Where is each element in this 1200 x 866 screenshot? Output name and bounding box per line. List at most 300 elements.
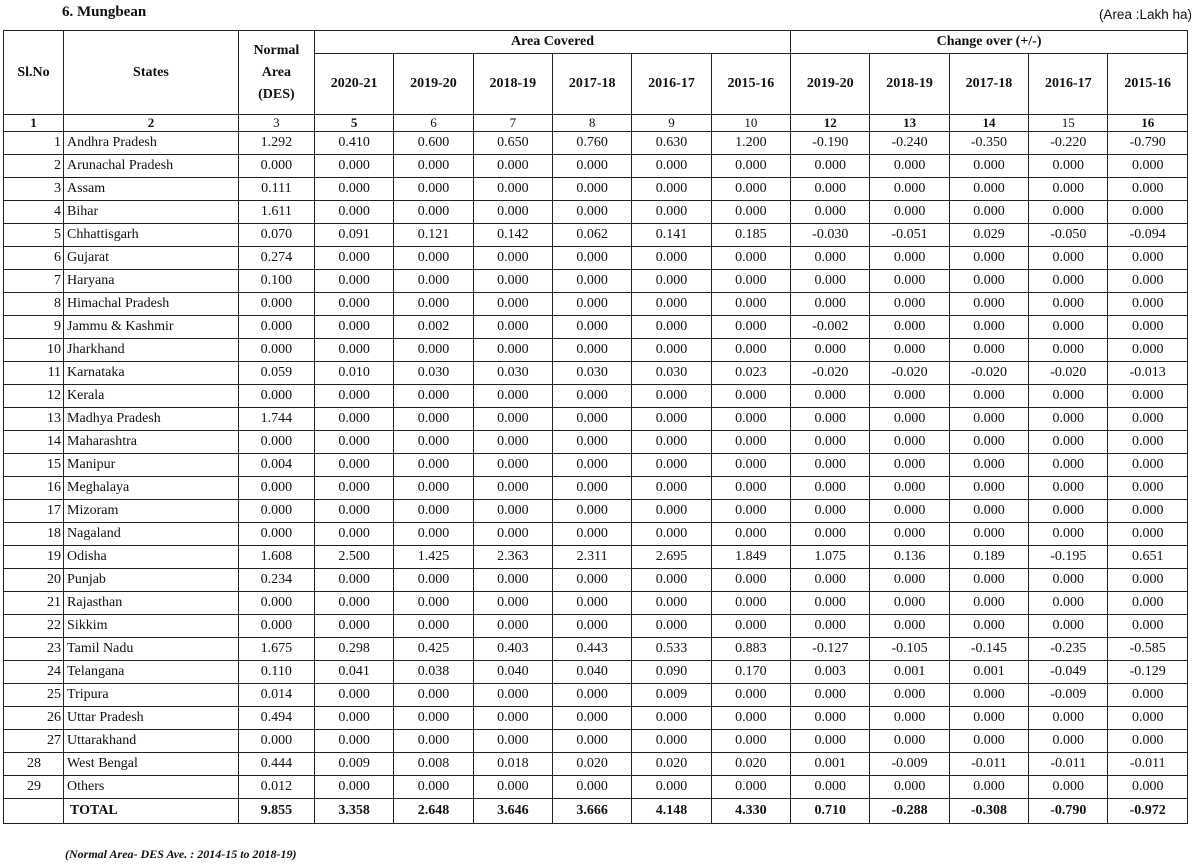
row-change-value: 0.000 [1108, 339, 1188, 362]
row-slno: 9 [4, 316, 64, 339]
row-change-value: 0.000 [1108, 592, 1188, 615]
table-row [4, 707, 1188, 730]
table-row [4, 684, 1188, 707]
row-state: Jammu & Kashmir [64, 316, 239, 339]
row-change-value: 0.000 [1108, 431, 1188, 454]
column-number-row [4, 115, 1188, 132]
row-change-value: 0.000 [1029, 707, 1108, 730]
table-row [4, 431, 1188, 454]
table-row [4, 362, 1188, 385]
total-change-value: -0.790 [1029, 799, 1108, 824]
row-change-value: 0.000 [949, 293, 1028, 316]
row-area-value: 0.090 [632, 661, 711, 684]
header-change-year: 2017-18 [949, 54, 1028, 115]
row-change-value: -0.220 [1029, 132, 1108, 155]
row-change-value: 0.000 [870, 201, 949, 224]
row-change-value: 0.000 [1108, 500, 1188, 523]
row-area-value: 0.010 [314, 362, 393, 385]
row-normal-area: 0.000 [238, 730, 314, 753]
table-row [4, 661, 1188, 684]
row-area-value: 0.000 [632, 477, 711, 500]
row-state: West Bengal [64, 753, 239, 776]
row-change-value: 0.000 [870, 454, 949, 477]
total-area-value: 3.646 [473, 799, 552, 824]
table-row [4, 500, 1188, 523]
row-change-value: 0.001 [870, 661, 949, 684]
row-slno: 4 [4, 201, 64, 224]
row-area-value: 0.000 [632, 339, 711, 362]
row-area-value: 0.000 [632, 592, 711, 615]
row-change-value: -0.020 [870, 362, 949, 385]
row-change-value: 0.000 [1029, 477, 1108, 500]
row-state: Bihar [64, 201, 239, 224]
row-area-value: 0.000 [552, 431, 631, 454]
row-area-value: 0.000 [314, 500, 393, 523]
row-change-value: 0.000 [1108, 523, 1188, 546]
row-state: Telangana [64, 661, 239, 684]
column-number: 16 [1108, 115, 1188, 132]
row-area-value: 0.000 [394, 293, 473, 316]
row-change-value: -0.350 [949, 132, 1028, 155]
row-area-value: 0.000 [711, 270, 790, 293]
row-area-value: 0.000 [552, 523, 631, 546]
row-state: Mizoram [64, 500, 239, 523]
row-change-value: 0.000 [1108, 408, 1188, 431]
row-slno: 16 [4, 477, 64, 500]
row-normal-area: 0.000 [238, 615, 314, 638]
row-area-value: 0.000 [711, 684, 790, 707]
row-area-value: 0.883 [711, 638, 790, 661]
row-change-value: -0.235 [1029, 638, 1108, 661]
row-area-value: 0.000 [394, 270, 473, 293]
row-area-value: 0.041 [314, 661, 393, 684]
row-change-value: 0.000 [791, 730, 870, 753]
row-area-value: 1.849 [711, 546, 790, 569]
row-area-value: 0.000 [314, 684, 393, 707]
row-area-value: 0.000 [314, 707, 393, 730]
row-area-value: 0.030 [632, 362, 711, 385]
row-area-value: 0.000 [314, 201, 393, 224]
table-row [4, 408, 1188, 431]
row-change-value: -0.011 [1029, 753, 1108, 776]
row-area-value: 0.000 [473, 270, 552, 293]
total-normal-area: 9.855 [238, 799, 314, 824]
row-area-value: 0.000 [632, 707, 711, 730]
row-slno: 5 [4, 224, 64, 247]
row-area-value: 0.000 [473, 247, 552, 270]
row-change-value: 0.000 [870, 178, 949, 201]
row-normal-area: 0.000 [238, 339, 314, 362]
row-area-value: 0.000 [632, 293, 711, 316]
total-area-value: 4.148 [632, 799, 711, 824]
header-area-year: 2017-18 [552, 54, 631, 115]
row-change-value: 0.000 [870, 431, 949, 454]
row-change-value: 0.000 [870, 477, 949, 500]
row-area-value: 0.000 [314, 431, 393, 454]
row-slno: 26 [4, 707, 64, 730]
row-normal-area: 0.000 [238, 155, 314, 178]
row-area-value: 0.000 [394, 339, 473, 362]
table-row [4, 615, 1188, 638]
header-change-year: 2018-19 [870, 54, 949, 115]
row-area-value: 0.018 [473, 753, 552, 776]
row-change-value: -0.195 [1029, 546, 1108, 569]
row-state: Assam [64, 178, 239, 201]
row-change-value: 0.000 [1029, 730, 1108, 753]
row-change-value: 0.000 [870, 592, 949, 615]
row-change-value: 0.000 [791, 339, 870, 362]
row-area-value: 0.000 [711, 155, 790, 178]
row-area-value: 0.020 [632, 753, 711, 776]
table-row [4, 569, 1188, 592]
row-change-value: 0.000 [1108, 707, 1188, 730]
row-change-value: -0.009 [870, 753, 949, 776]
row-change-value: 0.000 [870, 684, 949, 707]
row-state: Jharkhand [64, 339, 239, 362]
row-area-value: 0.030 [394, 362, 473, 385]
row-area-value: 0.000 [473, 684, 552, 707]
row-state: Chhattisgarh [64, 224, 239, 247]
row-change-value: 0.000 [870, 270, 949, 293]
row-area-value: 0.298 [314, 638, 393, 661]
row-change-value: 0.000 [1108, 569, 1188, 592]
table-row [4, 454, 1188, 477]
total-change-value: 0.710 [791, 799, 870, 824]
table-row [4, 339, 1188, 362]
row-area-value: 0.760 [552, 132, 631, 155]
header-change-over: Change over (+/-) [791, 31, 1188, 54]
row-area-value: 0.000 [473, 592, 552, 615]
row-change-value: 0.000 [1029, 155, 1108, 178]
row-area-value: 0.000 [473, 523, 552, 546]
row-area-value: 0.141 [632, 224, 711, 247]
row-change-value: 0.000 [949, 385, 1028, 408]
header-area-year: 2018-19 [473, 54, 552, 115]
row-change-value: 0.000 [870, 408, 949, 431]
row-area-value: 0.000 [552, 293, 631, 316]
row-change-value: 0.000 [1108, 316, 1188, 339]
row-change-value: 0.000 [949, 247, 1028, 270]
row-slno: 11 [4, 362, 64, 385]
row-area-value: 0.000 [394, 730, 473, 753]
row-area-value: 0.000 [711, 569, 790, 592]
row-change-value: 0.000 [870, 339, 949, 362]
table-row [4, 224, 1188, 247]
column-number: 15 [1029, 115, 1108, 132]
row-change-value: 1.075 [791, 546, 870, 569]
header-area-year: 2019-20 [394, 54, 473, 115]
row-area-value: 0.000 [394, 454, 473, 477]
row-change-value: -0.013 [1108, 362, 1188, 385]
row-normal-area: 1.611 [238, 201, 314, 224]
table-row [4, 477, 1188, 500]
row-area-value: 0.000 [632, 270, 711, 293]
row-state: Sikkim [64, 615, 239, 638]
row-area-value: 0.002 [394, 316, 473, 339]
row-change-value: -0.094 [1108, 224, 1188, 247]
row-change-value: -0.790 [1108, 132, 1188, 155]
table-row [4, 178, 1188, 201]
row-area-value: 0.000 [394, 247, 473, 270]
row-area-value: 1.425 [394, 546, 473, 569]
row-change-value: 0.651 [1108, 546, 1188, 569]
row-slno: 27 [4, 730, 64, 753]
row-change-value: 0.000 [791, 293, 870, 316]
row-area-value: 0.000 [632, 730, 711, 753]
row-area-value: 0.000 [394, 615, 473, 638]
row-change-value: 0.001 [949, 661, 1028, 684]
row-area-value: 0.000 [711, 477, 790, 500]
row-change-value: 0.003 [791, 661, 870, 684]
row-change-value: 0.000 [791, 155, 870, 178]
row-change-value: 0.000 [949, 201, 1028, 224]
row-slno: 6 [4, 247, 64, 270]
row-change-value: -0.011 [1108, 753, 1188, 776]
row-area-value: 0.000 [314, 316, 393, 339]
row-change-value: 0.000 [949, 155, 1028, 178]
row-change-value: 0.000 [791, 247, 870, 270]
row-area-value: 0.000 [394, 385, 473, 408]
total-area-value: 2.648 [394, 799, 473, 824]
row-area-value: 0.000 [552, 707, 631, 730]
row-normal-area: 0.014 [238, 684, 314, 707]
row-area-value: 0.000 [711, 339, 790, 362]
row-slno: 12 [4, 385, 64, 408]
row-change-value: 0.000 [949, 500, 1028, 523]
row-area-value: 0.000 [632, 155, 711, 178]
row-change-value: 0.000 [1029, 615, 1108, 638]
row-change-value: 0.000 [791, 431, 870, 454]
row-slno: 19 [4, 546, 64, 569]
row-slno: 13 [4, 408, 64, 431]
row-area-value: 0.600 [394, 132, 473, 155]
header-change-year: 2016-17 [1029, 54, 1108, 115]
row-normal-area: 0.110 [238, 661, 314, 684]
row-state: Meghalaya [64, 477, 239, 500]
row-change-value: 0.000 [1108, 477, 1188, 500]
row-change-value: -0.190 [791, 132, 870, 155]
row-area-value: 0.000 [473, 201, 552, 224]
row-area-value: 0.000 [552, 408, 631, 431]
row-area-value: 0.630 [632, 132, 711, 155]
footnote: (Normal Area- DES Ave. : 2014-15 to 2018-19) [65, 847, 297, 861]
row-change-value: 0.000 [1108, 385, 1188, 408]
row-area-value: 0.000 [314, 569, 393, 592]
row-state: Rajasthan [64, 592, 239, 615]
row-area-value: 0.410 [314, 132, 393, 155]
row-area-value: 0.000 [314, 247, 393, 270]
row-area-value: 0.000 [314, 523, 393, 546]
row-area-value: 0.000 [473, 155, 552, 178]
row-normal-area: 0.070 [238, 224, 314, 247]
row-area-value: 0.000 [394, 523, 473, 546]
row-normal-area: 0.000 [238, 316, 314, 339]
row-change-value: 0.000 [1029, 293, 1108, 316]
table-row [4, 523, 1188, 546]
row-change-value: -0.020 [1029, 362, 1108, 385]
row-area-value: 0.000 [314, 592, 393, 615]
mungbean-area-table [3, 30, 1188, 824]
row-area-value: 0.000 [473, 707, 552, 730]
row-change-value: 0.000 [1108, 178, 1188, 201]
row-area-value: 0.121 [394, 224, 473, 247]
row-change-value: 0.136 [870, 546, 949, 569]
row-change-value: 0.000 [949, 316, 1028, 339]
row-area-value: 0.000 [394, 569, 473, 592]
row-normal-area: 1.744 [238, 408, 314, 431]
row-change-value: 0.189 [949, 546, 1028, 569]
row-area-value: 0.000 [394, 201, 473, 224]
row-area-value: 0.000 [473, 431, 552, 454]
row-area-value: 0.403 [473, 638, 552, 661]
row-change-value: 0.000 [791, 454, 870, 477]
row-change-value: 0.000 [1029, 592, 1108, 615]
row-change-value: 0.000 [1108, 201, 1188, 224]
table-row [4, 132, 1188, 155]
row-area-value: 0.020 [552, 753, 631, 776]
row-change-value: 0.000 [791, 592, 870, 615]
row-area-value: 0.000 [632, 454, 711, 477]
row-area-value: 0.000 [314, 155, 393, 178]
row-change-value: 0.000 [791, 776, 870, 799]
row-change-value: 0.000 [949, 684, 1028, 707]
row-area-value: 0.000 [473, 178, 552, 201]
row-area-value: 0.000 [552, 385, 631, 408]
row-area-value: 0.000 [314, 178, 393, 201]
row-change-value: 0.000 [791, 569, 870, 592]
row-normal-area: 0.100 [238, 270, 314, 293]
row-change-value: 0.000 [949, 707, 1028, 730]
column-number: 14 [949, 115, 1028, 132]
row-area-value: 0.000 [711, 776, 790, 799]
row-area-value: 0.000 [552, 730, 631, 753]
row-area-value: 0.000 [632, 316, 711, 339]
column-number: 12 [791, 115, 870, 132]
row-slno: 17 [4, 500, 64, 523]
row-area-value: 0.000 [711, 293, 790, 316]
row-state: Kerala [64, 385, 239, 408]
row-area-value: 0.000 [711, 523, 790, 546]
row-area-value: 0.062 [552, 224, 631, 247]
row-state: Andhra Pradesh [64, 132, 239, 155]
row-normal-area: 0.000 [238, 523, 314, 546]
row-change-value: 0.000 [1108, 270, 1188, 293]
row-change-value: -0.020 [949, 362, 1028, 385]
table-row [4, 638, 1188, 661]
row-change-value: 0.000 [870, 523, 949, 546]
row-area-value: 0.000 [552, 339, 631, 362]
row-slno: 25 [4, 684, 64, 707]
row-area-value: 0.091 [314, 224, 393, 247]
row-change-value: -0.145 [949, 638, 1028, 661]
row-change-value: 0.000 [870, 385, 949, 408]
row-change-value: 0.000 [1108, 454, 1188, 477]
row-normal-area: 0.000 [238, 431, 314, 454]
row-area-value: 0.000 [314, 454, 393, 477]
table-body [4, 132, 1188, 799]
row-state: Odisha [64, 546, 239, 569]
row-change-value: 0.000 [791, 500, 870, 523]
row-change-value: 0.000 [1108, 776, 1188, 799]
row-state: Himachal Pradesh [64, 293, 239, 316]
column-number: 1 [4, 115, 64, 132]
row-change-value: 0.000 [791, 385, 870, 408]
header-area-year: 2015-16 [711, 54, 790, 115]
table-row [4, 270, 1188, 293]
row-state: Gujarat [64, 247, 239, 270]
row-change-value: 0.000 [1108, 615, 1188, 638]
row-change-value: 0.000 [1029, 454, 1108, 477]
row-area-value: 0.000 [552, 615, 631, 638]
row-area-value: 0.038 [394, 661, 473, 684]
row-change-value: 0.000 [1029, 201, 1108, 224]
row-slno: 23 [4, 638, 64, 661]
row-normal-area: 0.012 [238, 776, 314, 799]
row-change-value: 0.000 [949, 730, 1028, 753]
row-change-value: 0.000 [949, 178, 1028, 201]
row-area-value: 0.000 [711, 730, 790, 753]
row-change-value: -0.002 [791, 316, 870, 339]
row-area-value: 0.000 [711, 615, 790, 638]
row-change-value: -0.129 [1108, 661, 1188, 684]
row-area-value: 0.000 [473, 730, 552, 753]
row-slno: 14 [4, 431, 64, 454]
row-state: Tamil Nadu [64, 638, 239, 661]
row-area-value: 0.000 [711, 247, 790, 270]
row-area-value: 0.040 [552, 661, 631, 684]
row-normal-area: 1.292 [238, 132, 314, 155]
row-normal-area: 0.004 [238, 454, 314, 477]
row-change-value: 0.000 [949, 270, 1028, 293]
row-area-value: 0.000 [473, 615, 552, 638]
row-change-value: 0.000 [1029, 270, 1108, 293]
row-state: Manipur [64, 454, 239, 477]
row-area-value: 0.000 [711, 201, 790, 224]
row-area-value: 0.000 [473, 408, 552, 431]
row-area-value: 0.000 [711, 707, 790, 730]
table-row [4, 316, 1188, 339]
row-area-value: 0.000 [711, 592, 790, 615]
total-slno-cell [4, 799, 64, 824]
row-state: Nagaland [64, 523, 239, 546]
row-change-value: 0.000 [791, 477, 870, 500]
unit-label: (Area :Lakh ha) [1098, 7, 1192, 22]
table-header [4, 31, 1188, 132]
row-area-value: 0.000 [711, 431, 790, 454]
row-area-value: 0.000 [632, 500, 711, 523]
row-normal-area: 1.608 [238, 546, 314, 569]
column-number: 7 [473, 115, 552, 132]
row-change-value: 0.000 [1029, 569, 1108, 592]
row-area-value: 0.020 [711, 753, 790, 776]
row-area-value: 0.009 [632, 684, 711, 707]
row-area-value: 0.000 [473, 454, 552, 477]
row-change-value: 0.000 [1029, 776, 1108, 799]
row-area-value: 0.008 [394, 753, 473, 776]
row-change-value: -0.011 [949, 753, 1028, 776]
row-area-value: 0.000 [473, 385, 552, 408]
row-area-value: 0.000 [632, 408, 711, 431]
row-change-value: 0.000 [791, 408, 870, 431]
column-number: 3 [238, 115, 314, 132]
row-area-value: 0.000 [711, 454, 790, 477]
row-change-value: 0.000 [1029, 339, 1108, 362]
row-area-value: 0.000 [711, 178, 790, 201]
row-change-value: -0.049 [1029, 661, 1108, 684]
row-normal-area: 0.234 [238, 569, 314, 592]
row-slno: 28 [4, 753, 64, 776]
row-slno: 22 [4, 615, 64, 638]
